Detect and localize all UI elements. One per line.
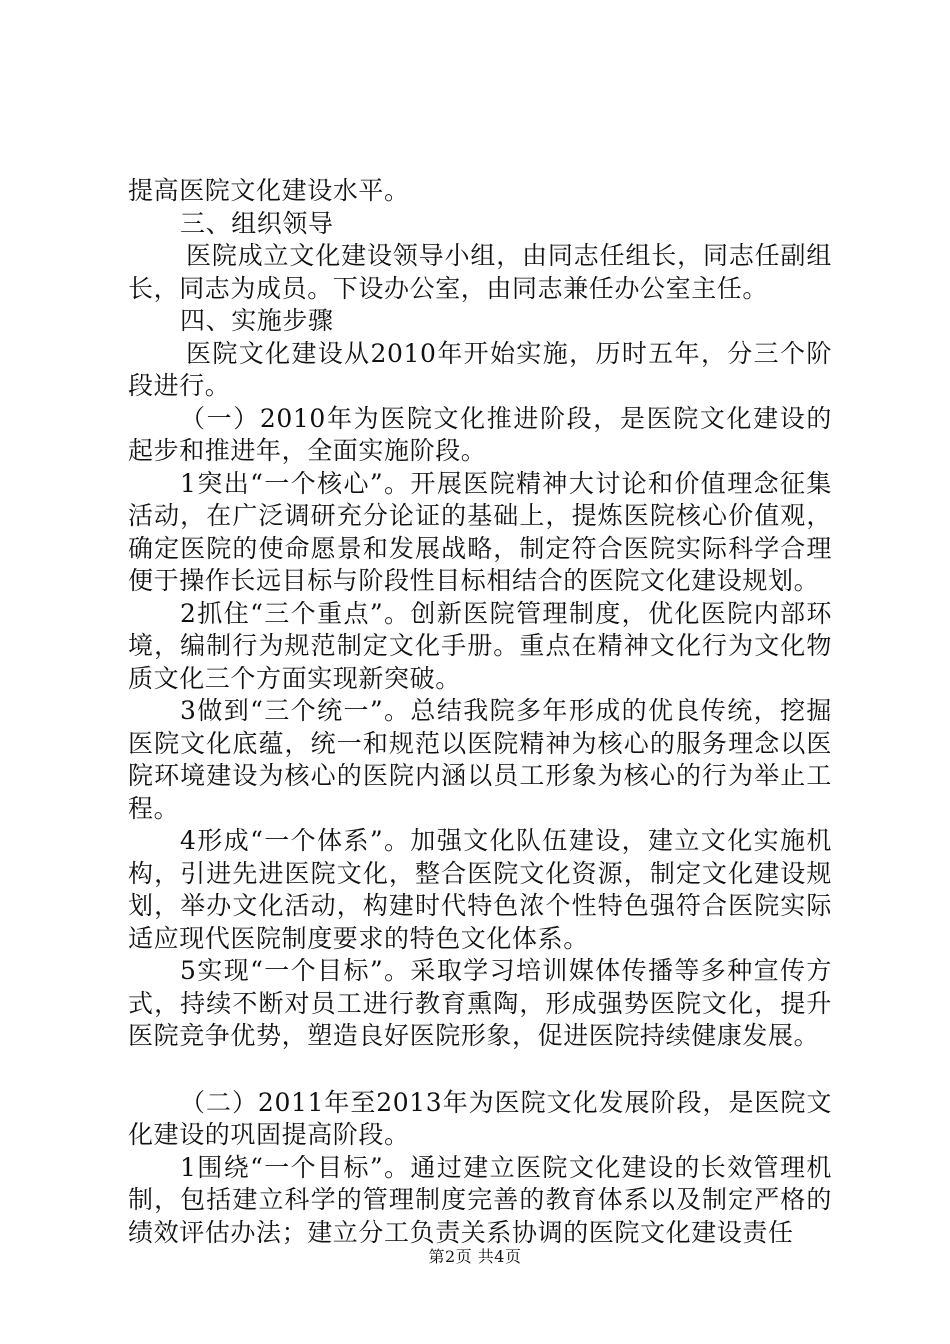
paragraph-implementation-overview: 医院文化建设从2010年开始实施，历时五年，分三个阶段进行。	[128, 338, 832, 400]
section-heading-implementation: 四、实施步骤	[180, 306, 334, 335]
subsection-heading-phase-one: （一）2010年为医院文化推进阶段，是医院文化建设的起步和推进年，全面实施阶段。	[128, 403, 832, 465]
list-item-system: 4形成“一个体系”。加强文化队伍建设，建立文化实施机构，引进先进医院文化，整合医院文化资源，制定文化建设规划，举办文化活动，构建时代特色浓个性特色强符合医院实际适应现代医院制度要求的特色文化体系。	[128, 826, 832, 953]
list-item-goal: 5实现“一个目标”。采取学习培训媒体传播等多种宣传方式，持续不断对员工进行教育熏陶，形成强势医院文化，提升医院竞争优势，塑造良好医院形象，促进医院持续健康发展。	[128, 956, 832, 1050]
subsection-heading-phase-two: （二）2011年至2013年为医院文化发展阶段，是医院文化建设的巩固提高阶段。	[128, 1087, 832, 1149]
paragraph-continuation: 提高医院文化建设水平。	[128, 176, 410, 205]
list-item-key-points: 2抓住“三个重点”。创新医院管理制度，优化医院内部环境，编制行为规范制定文化手册。重点在精神文化行为文化物质文化三个方面实现新突破。	[128, 598, 832, 693]
list-item-mechanism: 1围绕“一个目标”。通过建立医院文化建设的长效管理机制，包括建立科学的管理制度完善的教育体系以及制定严格的绩效评估办法；建立分工负责关系协调的医院文化建设责任	[128, 1152, 832, 1247]
paragraph-leadership-group: 医院成立文化建设领导小组，由同志任组长，同志任副组长，同志为成员。下设办公室，由同志兼任办公室主任。	[128, 241, 832, 303]
section-heading-organization: 三、组织领导	[180, 208, 334, 238]
list-item-core: 1突出“一个核心”。开展医院精神大讨论和价值理念征集活动，在广泛调研充分论证的基础上，提炼医院核心价值观，确定医院的使命愿景和发展战略，制定符合医院实际科学合理便于操作长远目标与阶段性目标相结合的医院文化建设规划。	[128, 468, 832, 595]
page-footer: 第2页 共4页	[428, 1247, 522, 1266]
document-body	[128, 175, 832, 1249]
list-item-unification: 3做到“三个统一”。总结我院多年形成的优良传统，挖掘医院文化底蕴，统一和规范以医院精神为核心的服务理念以医院环境建设为核心的医院内涵以员工形象为核心的行为举止工程。	[128, 696, 832, 823]
